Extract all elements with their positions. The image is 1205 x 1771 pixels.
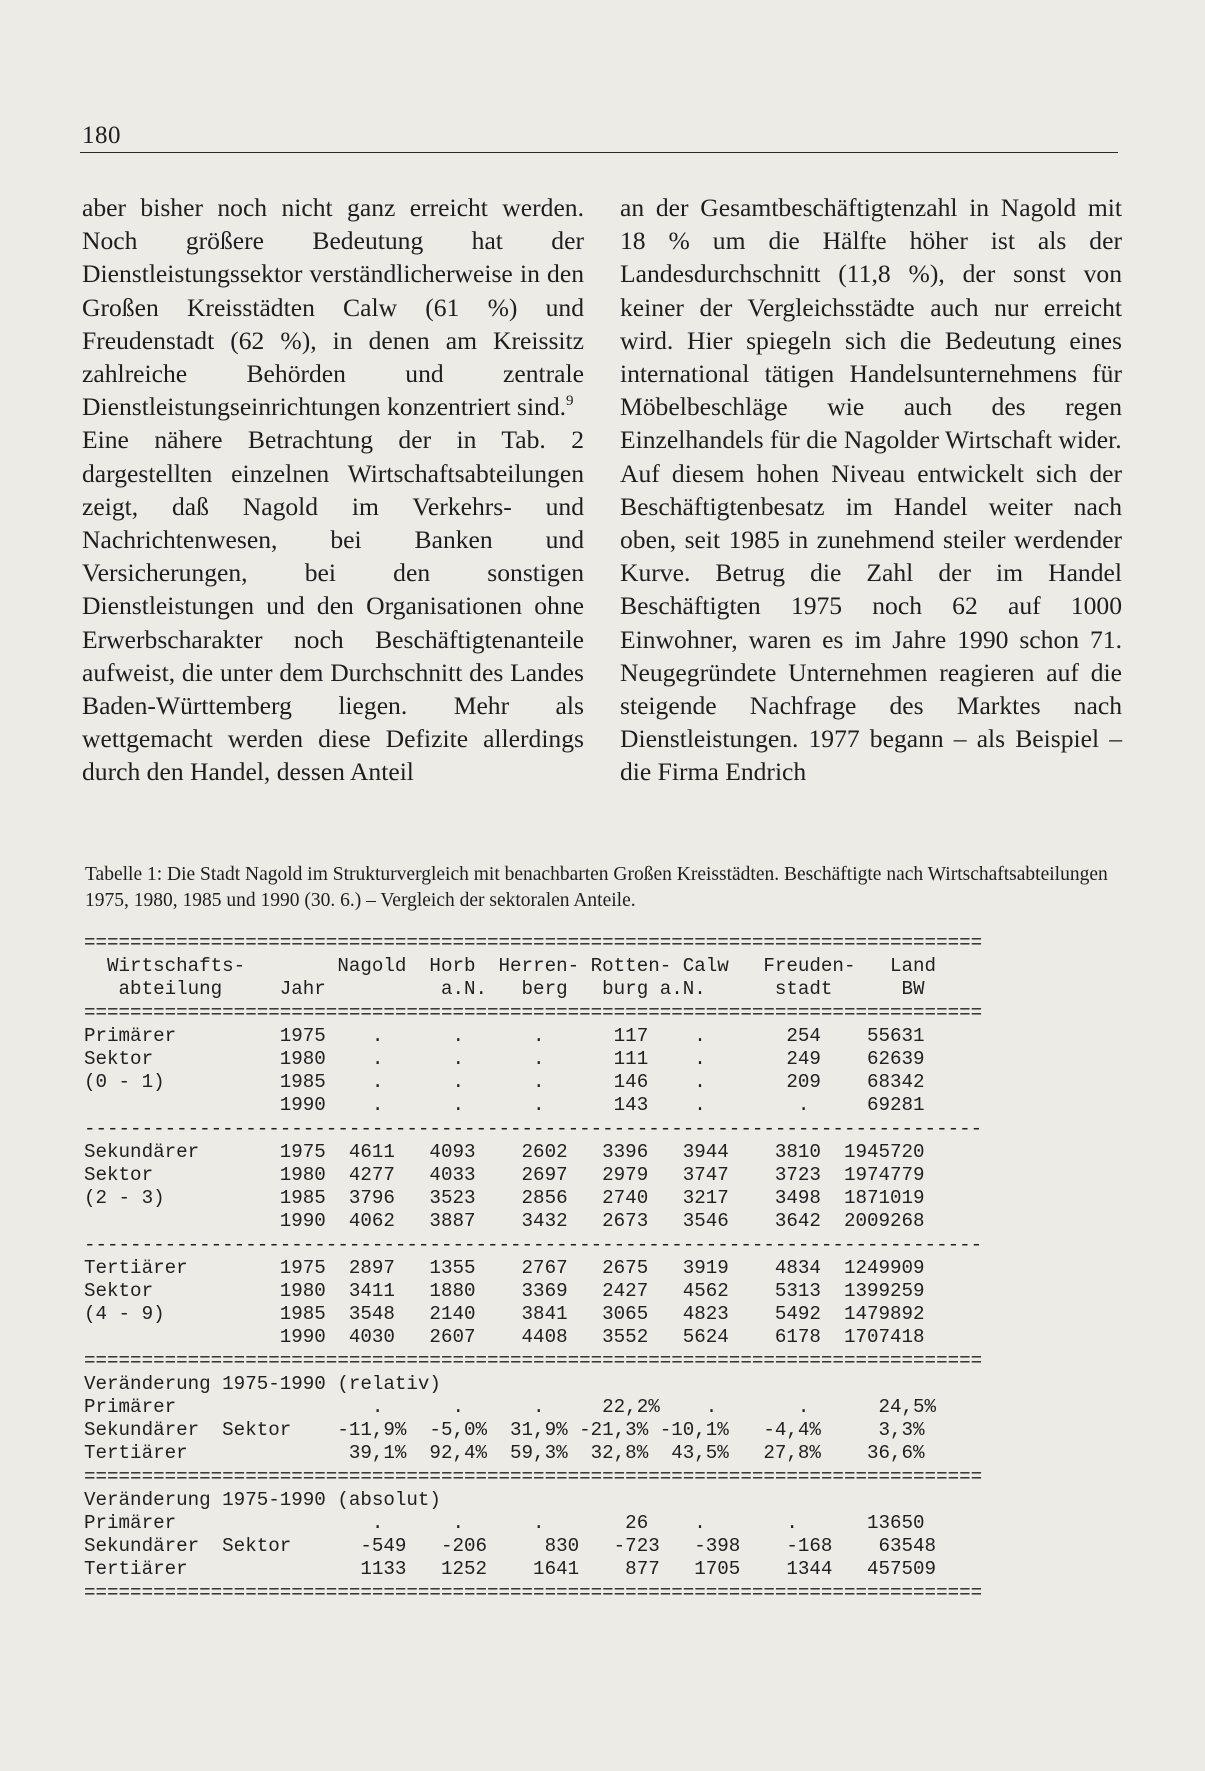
paragraph-text: aber bisher noch nicht ganz erreicht werden. Noch größere Bedeutung hat der Dienstleistungssektor verständlicherweise in den Großen Kreisstädten Calw (61 %) und Freudenstadt (62 %), in denen am Kreissitz zahlreiche Behörden und zentrale Dienstleistungseinrichtungen konzentriert sind. — [82, 193, 584, 422]
paragraph: an der Gesamtbeschäftigtenzahl in Nagold mit 18 % um die Hälfte höher ist als der Landesdurchschnitt (11,8 %), der sonst von keiner der Vergleichsstädte auch nur erreicht wird. Hier spiegeln sich die Bedeutung eines international tätigen Handelsunternehmens für Möbelbeschläge wie auch des regen Einzelhandels für die Nagolder Wirtschaft wider. — [620, 193, 1122, 455]
page-number: 180 — [82, 122, 121, 149]
paragraph — [82, 191, 584, 423]
table-line: Primärer 1975 . . . 117 . 254 55631 — [84, 1024, 925, 1047]
table-line: 1990 . . . 143 . . 69281 — [84, 1094, 925, 1117]
table-line: ============================================================================== — [84, 1349, 983, 1372]
right-column — [620, 191, 1122, 789]
table-line: ============================================================================== — [84, 932, 983, 954]
table-line: Veränderung 1975-1990 (absolut) — [84, 1488, 441, 1511]
table-line: Veränderung 1975-1990 (relativ) — [84, 1372, 441, 1395]
table-line: Primärer . . . 26 . . 13650 — [84, 1512, 925, 1535]
table-line: Sektor 1980 4277 4033 2697 2979 3747 3723 1974779 — [84, 1164, 925, 1187]
table-line: ------------------------------------------------------------------------------ — [84, 1117, 983, 1140]
table-line: Sektor 1980 3411 1880 3369 2427 4562 5313 1399259 — [84, 1280, 925, 1303]
paragraph: Eine nähere Betrachtung der in Tab. 2 dargestellten einzelnen Wirtschaftsabteilungen zeigt, daß Nagold im Verkehrs- und Nachrichtenwesen, bei Banken und Versicherungen, bei den sonstigen Dienstleistungen und den Organisationen ohne Erwerbscharakter noch Beschäftigtenanteile aufweist, die unter dem Durchschnitt des Landes Baden-Württemberg liegen. Mehr als wettgemacht werden diese Defizite allerdings durch den Handel, dessen Anteil — [82, 425, 584, 787]
table-line: 1990 4030 2607 4408 3552 5624 6178 1707418 — [84, 1326, 925, 1349]
table-line: Tertiärer 1975 2897 1355 2767 2675 3919 4834 1249909 — [84, 1256, 925, 1279]
table-line: 1990 4062 3887 3432 2673 3546 3642 2009268 — [84, 1210, 925, 1233]
table-line: ============================================================================== — [84, 1465, 983, 1488]
statistics-table — [84, 932, 982, 1605]
table-line: Tertiärer 1133 1252 1641 877 1705 1344 457509 — [84, 1558, 937, 1581]
table-line: Sekundärer 1975 4611 4093 2602 3396 3944 3810 1945720 — [84, 1140, 925, 1163]
table-line: Sektor 1980 . . . 111 . 249 62639 — [84, 1048, 925, 1071]
table-line: ------------------------------------------------------------------------------ — [84, 1233, 983, 1256]
header-rule — [80, 152, 1118, 153]
footnote-ref[interactable]: 9 — [566, 393, 574, 410]
table-line: ============================================================================== — [84, 1001, 983, 1024]
table-line: (2 - 3) 1985 3796 3523 2856 2740 3217 3498 1871019 — [84, 1187, 925, 1210]
table-line: Tertiärer 39,1% 92,4% 59,3% 32,8% 43,5% 27,8% 36,6% — [84, 1442, 925, 1465]
left-column — [82, 191, 584, 789]
table-line: (4 - 9) 1985 3548 2140 3841 3065 4823 5492 1479892 — [84, 1303, 925, 1326]
table-line: Sekundärer Sektor -549 -206 830 -723 -398 -168 63548 — [84, 1535, 937, 1558]
paragraph: Auf diesem hohen Niveau entwickelt sich der Beschäftigtenbesatz im Handel weiter nach oben, seit 1985 in zunehmend steiler werdender Kurve. Betrug die Zahl der im Handel Beschäftigten 1975 noch 62 auf 1000 Einwohner, waren es im Jahre 1990 schon 71. Neugegründete Unternehmen reagieren auf die steigende Nachfrage des Marktes nach Dienstleistungen. 1977 begann – als Beispiel – die Firma Endrich — [620, 458, 1122, 787]
table-line: abteilung Jahr a.N. berg burg a.N. stadt BW — [84, 978, 925, 1001]
table-caption: Tabelle 1: Die Stadt Nagold im Strukturvergleich mit benachbarten Großen Kreisstädten. Beschäftigte nach Wirtschaftsabteilungen 1975, 1980, 1985 und 1990 (30. 6.) – Vergleich der sektoralen Anteile. — [85, 864, 1108, 911]
table-line: ============================================================================== — [84, 1581, 983, 1604]
table-line: (0 - 1) 1985 . . . 146 . 209 68342 — [84, 1071, 925, 1094]
table-line: Wirtschafts- Nagold Horb Herren- Rotten- Calw Freuden- Land — [84, 955, 937, 978]
table-line: Primärer . . . 22,2% . . 24,5% — [84, 1396, 937, 1419]
table-line: Sekundärer Sektor -11,9% -5,0% 31,9% -21,3% -10,1% -4,4% 3,3% — [84, 1419, 925, 1442]
